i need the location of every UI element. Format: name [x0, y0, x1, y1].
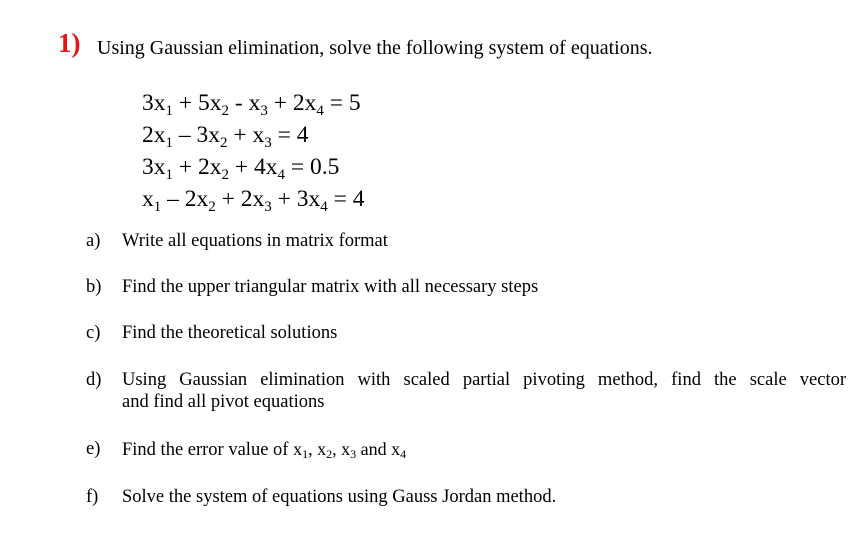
part-text: Write all equations in matrix format — [122, 231, 388, 251]
part-text: Find the upper triangular matrix with all necessary steps — [122, 277, 539, 297]
part-a — [86, 230, 846, 253]
part-text: Solve the system of equations using Gauss Jordan method. — [122, 487, 557, 507]
part-letter: d) — [86, 370, 102, 390]
equation-2: $2x_1 - 3x_2 + x_3 = 4$ — [142, 122, 309, 151]
part-b — [86, 276, 846, 299]
question-number: 1) — [58, 28, 81, 58]
part-letter: f) — [86, 487, 99, 507]
part-letter: e) — [86, 439, 101, 459]
question-prompt: Using Gaussian elimination, solve the following system of equations. — [97, 37, 653, 59]
equation-1: $3x_1 + 5x_2 - x_3 + 2x_4 = 5$ — [142, 90, 361, 119]
part-e — [86, 438, 846, 463]
equation-4: $x_1 - 2x_2 + 2x_3 + 3x_4 = 4$ — [142, 186, 365, 215]
part-text-line-2: and find all pivot equations — [122, 392, 325, 412]
part-letter: c) — [86, 323, 101, 343]
part-letter: a) — [86, 231, 101, 251]
part-c — [86, 322, 846, 345]
part-f — [86, 486, 846, 509]
part-text: Find the error value of x1, x2, x3 and x4 — [122, 439, 407, 461]
question-parts — [86, 226, 846, 509]
part-text: Find the theoretical solutions — [122, 323, 338, 343]
equation-system — [142, 87, 365, 215]
part-letter: b) — [86, 277, 102, 297]
equation-3: $3x_1 + 2x_2 + 4x_4 = 0.5$ — [142, 154, 340, 183]
part-text-line-1: Using Gaussian elimination with scaled partial pivoting method, find the scale vector — [122, 370, 846, 390]
part-d — [86, 369, 846, 414]
